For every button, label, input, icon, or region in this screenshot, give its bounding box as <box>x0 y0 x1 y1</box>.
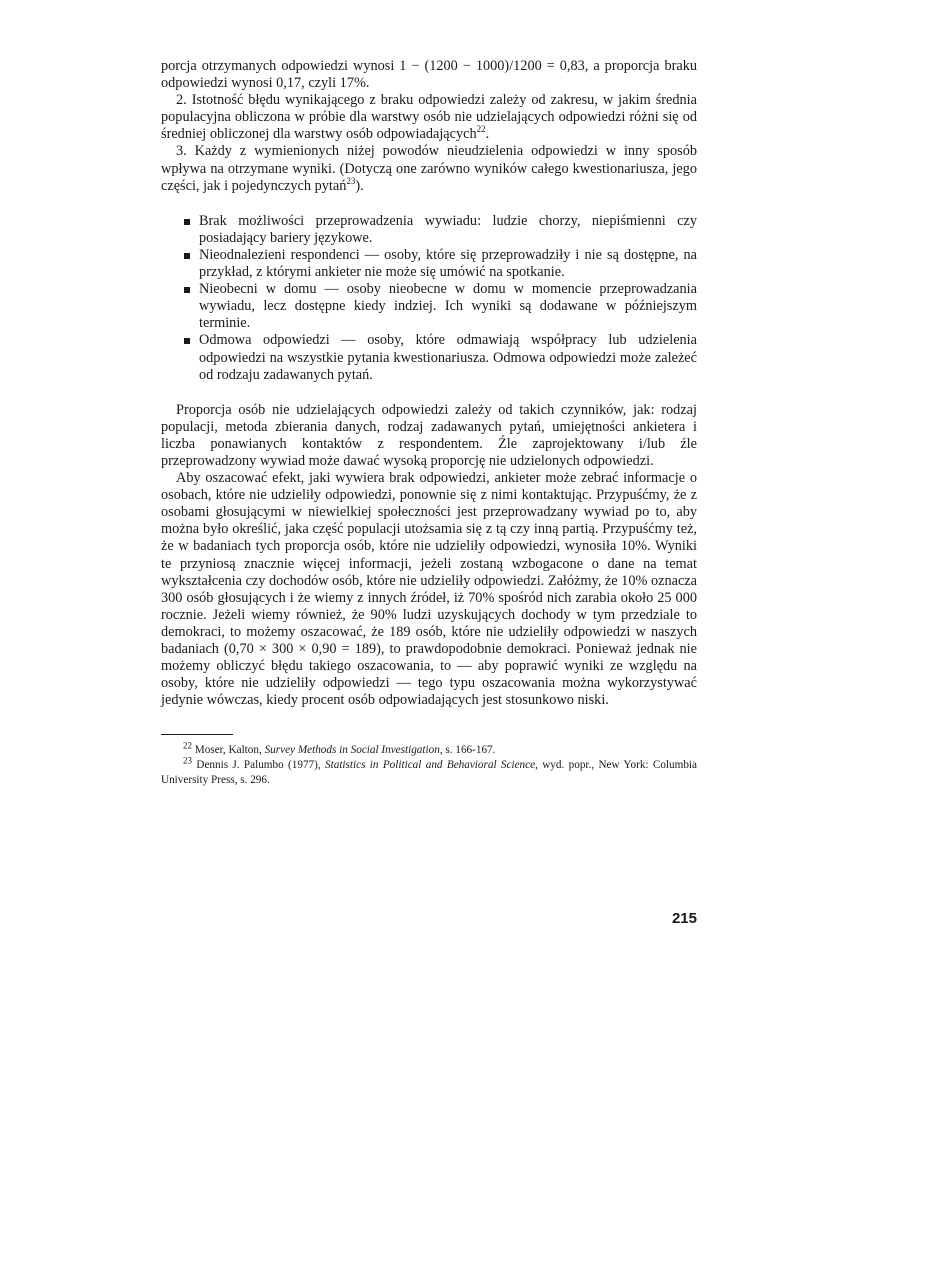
paragraph-continuation: porcja otrzymanych odpowiedzi wynosi 1 − (1200 − 1000)/1200 = 0,83, a proporcja braku odpowiedzi wynosi 0,17, czyli 17%. <box>161 58 697 92</box>
page-body <box>161 58 697 788</box>
footnote-mark: 22 <box>183 740 192 751</box>
bullet-item: Brak możliwości przeprowadzenia wywiadu: ludzie chorzy, niepiśmienni czy posiadający bariery językowe. <box>183 213 697 247</box>
footnote-ref-22[interactable]: 22 <box>476 124 486 135</box>
page-number: 215 <box>671 910 697 927</box>
paragraph-point-2: 2. Istotność błędu wynikającego z braku odpowiedzi zależy od zakresu, w jakim średnia populacyjna obliczona w próbie dla warstwy osób nie udzielających odpowiedzi różni się od średniej obliczonej dla warstwy osób odpowiadających$^{22}$. <box>161 92 697 143</box>
footnote-title: Survey Methods in Social Investigation <box>264 744 440 757</box>
footnote-22: $^{22}$ Moser, Kalton, Survey Methods in Social Investigation, s. 166-167. <box>183 740 496 757</box>
footnote-divider <box>161 734 233 735</box>
footnote-23: $^{23}$ Dennis J. Palumbo (1977), Statistics in Political and Behavioral Science, wyd. popr., New York: Columbia University Press, s. 296. <box>161 755 698 787</box>
paragraph-estimation-example: Aby oszacować efekt, jaki wywiera brak odpowiedzi, ankieter może zebrać informacje o osobach, które nie udzieliły odpowiedzi, ponownie się z nimi kontaktując. Przypuśćmy, że z osobami głosującymi w niewielkiej społeczności jest przeprowadzany wywiad po to, aby można było określić, jaka część populacji utożsamia się z tą czy inną partią. Przypuśćmy też, że w badaniach tych proporcja osób, które nie udzieliły odpowiedzi, wynosiła 10%. Wyniki te przyniosą znacznie więcej informacji, jeżeli zostaną wzbogacone o dane na temat wykształcenia czy dochodów osób, które nie udzieliły odpowiedzi. Załóżmy, że 10% oznacza 300 osób głosujących i że wiemy z innych źródeł, iż 70% spośród nich zarabia około 25 000 rocznie. Jeżeli wiemy również, że 90% ludzi uzyskujących dochody w tym przedziale to demokraci, to możemy oszacować, że 189 osób, które nie udzieliły odpowiedzi w naszych badaniach (0,70 × 300 × 0,90 = 189), to prawdopodobnie demokraci. Ponieważ jednak nie możemy obliczyć błędu takiego oszacowania, to — aby poprawić wyniki ze względu na osoby, które nie udzieliły odpowiedzi — tego typu oszacowania można wykorzystywać jedynie wówczas, kiedy procent osób odpowiadających jest stosunkowo niski. <box>161 470 697 709</box>
footnote-mark: 23 <box>183 755 192 766</box>
reasons-bullet-list <box>161 213 697 384</box>
bullet-item: Odmowa odpowiedzi — osoby, które odmawiają współpracy lub udzielenia odpowiedzi na wszystkie pytania kwestionariusza. Odmowa odpowiedzi może zależeć od rodzaju zadawanych pytań. <box>183 332 697 383</box>
bullet-item: Nieodnalezieni respondenci — osoby, które się przeprowadziły i nie są dostępne, na przykład, z którymi ankieter nie może się umówić na spotkanie. <box>183 247 697 281</box>
footnote-title: Statistics in Political and Behavioral Science <box>325 759 536 772</box>
footnote-ref-23[interactable]: 23 <box>346 175 356 186</box>
paragraph-factors: Proporcja osób nie udzielających odpowiedzi zależy od takich czynników, jak: rodzaj populacji, metoda zbierania danych, rodzaj zadawanych pytań, umiejętności ankietera i liczba ponawianych kontaktów z respondentem. Źle zaprojektowany i/lub źle przeprowadzony wywiad może dawać wysoką proporcję nie udzielonych odpowiedzi. <box>161 401 697 469</box>
paragraph-point-3: 3. Każdy z wymienionych niżej powodów nieudzielenia odpowiedzi w inny sposób wpływa na otrzymane wyniki. (Dotyczą one zarówno wyników całego kwestionariusza, jego części, jak i pojedynczych pytań$^{23}$). <box>161 143 697 194</box>
bullet-item: Nieobecni w domu — osoby nieobecne w domu w momencie przeprowadzania wywiadu, lecz dostępne kiedy indziej. Ich wyniki są dodawane w późniejszym terminie. <box>183 281 697 332</box>
